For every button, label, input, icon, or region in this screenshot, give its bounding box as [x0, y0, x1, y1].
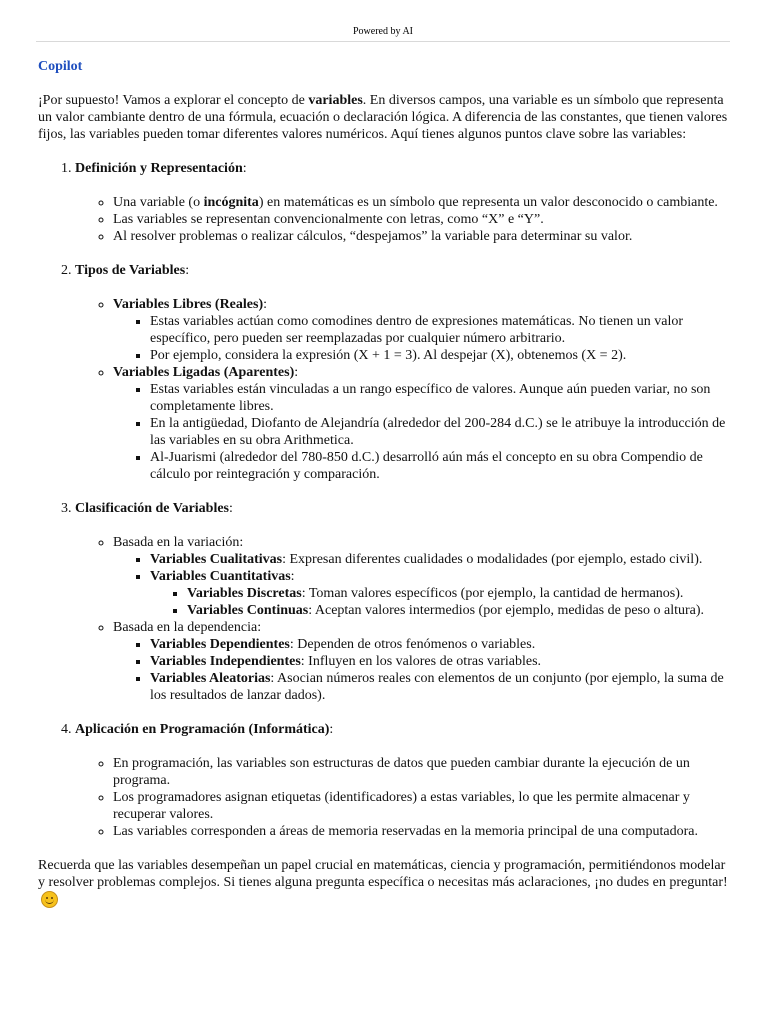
- copilot-brand: Copilot: [38, 59, 83, 74]
- list-item-dependencia: [113, 619, 730, 704]
- list-item: ◦ En programación, las variables son estructuras de datos que pueden cambiar durante la ejecución de un programa.: [113, 755, 730, 789]
- libres-sublist: [113, 313, 730, 364]
- bold-term: Variables Independientes: [150, 654, 301, 669]
- section-title: Definición y Representación: [75, 161, 243, 176]
- clasificacion-list: [75, 534, 730, 704]
- intro-text: ¡Por supuesto! Vamos a explorar el concepto de: [38, 93, 309, 108]
- section-title: Tipos de Variables: [75, 263, 186, 278]
- response-content: [38, 58, 730, 909]
- text: Basada en la variación:: [113, 535, 244, 550]
- tipos-list: [75, 296, 730, 483]
- list-item: [187, 585, 730, 602]
- intro-paragraph: [38, 92, 730, 143]
- text: : Influyen en los valores de otras variables.: [300, 654, 542, 669]
- list-item: ◦ Los programadores asignan etiquetas (identificadores) a estas variables, lo que les permite almacenar y recuperar valores.: [113, 789, 730, 823]
- list-item: [113, 194, 730, 211]
- list-item: ◦ Las variables se representan convencionalmente con letras, como “X” e “Y”.: [113, 211, 730, 228]
- bold-term: Variables Libres (Reales): [113, 297, 264, 312]
- colon: :: [185, 263, 190, 278]
- bold-term: Variables Ligadas (Aparentes): [113, 365, 295, 380]
- colon: :: [242, 161, 247, 176]
- text: : Dependen de otros fenómenos o variables.: [289, 637, 536, 652]
- intro-bold: variables: [308, 93, 363, 108]
- colon: :: [294, 365, 299, 380]
- colon: :: [263, 297, 267, 312]
- list-item: [150, 568, 730, 619]
- bold-term: Variables Dependientes: [150, 637, 290, 652]
- closing-paragraph: [38, 857, 730, 909]
- text: : Asocian números reales con elementos de un conjunto (por ejemplo, la suma de los resultados de lanzar dados).: [150, 671, 724, 703]
- list-item: ▪ Al-Juarismi (alrededor del 780-850 d.C.) desarrolló aún más el concepto en su obra Compendio de cálculo por reintegración y comparación.: [150, 449, 730, 483]
- text: : Expresan diferentes cualidades o modalidades (por ejemplo, estado civil).: [282, 552, 703, 567]
- text: : Aceptan valores intermedios (por ejemplo, medidas de peso o altura).: [308, 603, 705, 618]
- bold-term: Variables Discretas: [187, 586, 302, 601]
- text: : Toman valores específicos (por ejemplo, la cantidad de hermanos).: [301, 586, 684, 601]
- list-item: [150, 636, 730, 653]
- smiling-face-icon: [41, 891, 58, 908]
- section-definicion: [75, 160, 730, 245]
- variacion-sublist: [113, 551, 730, 619]
- programacion-list: [75, 755, 730, 840]
- bold-term: Variables Aleatorias: [150, 671, 271, 686]
- section-title: Clasificación de Variables: [75, 501, 230, 516]
- header-divider: [36, 41, 730, 42]
- ligadas-sublist: [113, 381, 730, 483]
- text: ) en matemáticas es un símbolo que representa un valor desconocido o cambiante.: [258, 195, 718, 210]
- list-item: [150, 653, 730, 670]
- key-points-list: [38, 160, 730, 840]
- dependencia-sublist: [113, 636, 730, 704]
- list-item: [150, 670, 730, 704]
- list-item: [150, 551, 730, 568]
- bold-term: incógnita: [203, 195, 259, 210]
- colon: :: [329, 722, 334, 737]
- bold-term: Variables Continuas: [187, 603, 309, 618]
- list-item: ▪ En la antigüedad, Diofanto de Alejandría (alrededor del 200-284 d.C.) se le atribuye la introducción de las variables en su obra Arithmetica.: [150, 415, 730, 449]
- text: Una variable (o: [113, 195, 204, 210]
- list-item: ◦ Al resolver problemas o realizar cálculos, “despejamos” la variable para determinar su valor.: [113, 228, 730, 245]
- section-tipos: [75, 262, 730, 483]
- list-item-variacion: [113, 534, 730, 619]
- cuantitativas-sublist: [150, 585, 730, 619]
- list-item: ▪ Estas variables están vinculadas a un rango específico de valores. Aunque aún pueden variar, no son completamente libres.: [150, 381, 730, 415]
- list-item: [187, 602, 730, 619]
- bold-term: Variables Cuantitativas: [150, 569, 291, 584]
- closing-text: Recuerda que las variables desempeñan un papel crucial en matemáticas, ciencia y programación, permitiéndonos modelar y resolver problemas complejos. Si tienes alguna pregunta específica o necesitas más aclaraciones, ¡no dudes en preguntar!: [38, 858, 728, 890]
- intro-text-rest: . En diversos campos, una variable es un símbolo que representa un valor cambiante dentro de una fórmula, ecuación o declaración lógica. A diferencia de las constantes, que tienen valores fijos, las variables pueden tomar diferentes valores numéricos. Aquí tienes algunos puntos clave sobre las variables:: [38, 93, 728, 142]
- bold-term: Variables Cualitativas: [150, 552, 283, 567]
- list-item: ▪ Por ejemplo, considera la expresión (X + 1 = 3). Al despejar (X), obtenemos (X = 2).: [150, 347, 730, 364]
- definicion-list: [75, 194, 730, 245]
- section-programacion: [75, 721, 730, 840]
- text: :: [290, 569, 295, 584]
- list-item: ◦ Las variables corresponden a áreas de memoria reservadas en la memoria principal de una computadora.: [113, 823, 730, 840]
- list-item-ligadas: [113, 364, 730, 483]
- section-title: Aplicación en Programación (Informática): [75, 722, 330, 737]
- list-item: ▪ Estas variables actúan como comodines dentro de expresiones matemáticas. No tienen un valor específico, pero pueden ser reemplazadas por cualquier número arbitrario.: [150, 313, 730, 347]
- list-item-libres: [113, 296, 730, 364]
- text: Basada en la dependencia:: [113, 620, 262, 635]
- section-clasificacion: [75, 500, 730, 704]
- colon: :: [229, 501, 233, 516]
- powered-by-header: Powered by AI: [353, 26, 413, 37]
